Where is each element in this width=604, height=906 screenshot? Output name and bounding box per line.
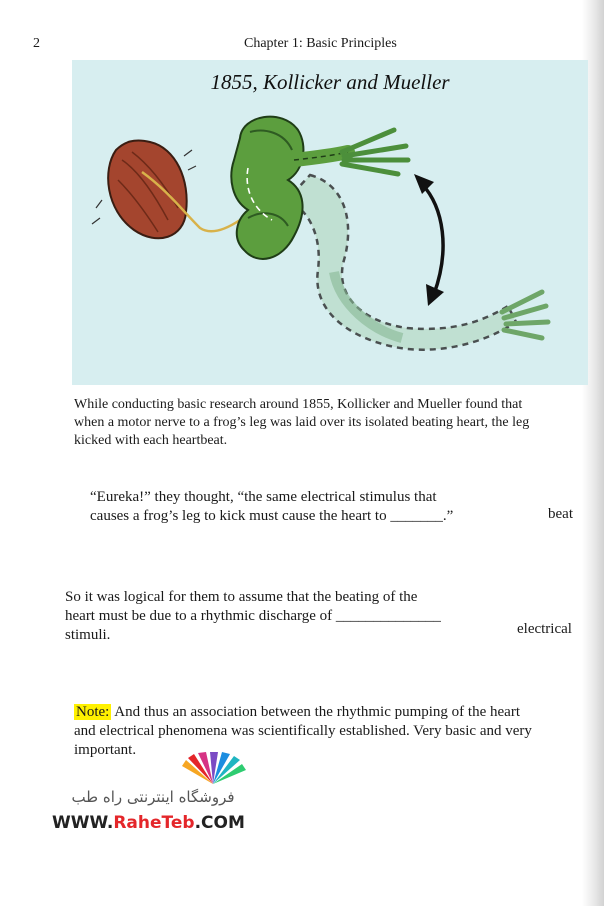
frame-2-answer: electrical xyxy=(517,621,572,637)
watermark-persian-text: فروشگاه اینترنتی راه طب xyxy=(71,788,235,806)
frog-heart-illustration xyxy=(72,60,588,385)
frame-1-text: “Eureka!” they thought, “the same electrical stimulus that causes a frog’s leg to kick must cause the heart to _______.” xyxy=(90,489,454,524)
frog-leg-extended-outline xyxy=(287,175,516,350)
watermark-url xyxy=(52,813,245,833)
heart-illustration xyxy=(92,140,196,238)
running-head: Chapter 1: Basic Principles xyxy=(244,36,397,51)
watermark-url-suffix: .COM xyxy=(194,813,245,833)
frame-2-text: So it was logical for them to assume that the beating of the heart must be due to a rhythmic discharge of ______________ stimuli. xyxy=(65,589,441,643)
double-headed-arrow xyxy=(414,174,444,306)
figure-caption: While conducting basic research around 1855, Kollicker and Mueller found that when a motor nerve to a frog’s leg was laid over its isolated beating heart, the leg kicked with each heartbeat. xyxy=(74,397,530,448)
frame-1-answer: beat xyxy=(548,506,573,522)
note-text: And thus an association between the rhythmic pumping of the heart and electrical phenomena was scientifically established. Very basic and very important. xyxy=(74,704,532,758)
book-fan-logo-icon xyxy=(178,752,248,786)
figure-title: 1855, Kollicker and Mueller xyxy=(210,70,450,94)
watermark-url-brand: RaheTeb xyxy=(113,813,195,833)
note-label: Note: xyxy=(76,704,110,720)
watermark xyxy=(48,752,288,842)
frog-toes-extended xyxy=(502,292,548,338)
watermark-url-prefix: WWW. xyxy=(52,813,114,833)
page-number: 2 xyxy=(33,36,40,51)
frog-leg-extended xyxy=(287,175,548,350)
figure-panel xyxy=(72,60,588,385)
